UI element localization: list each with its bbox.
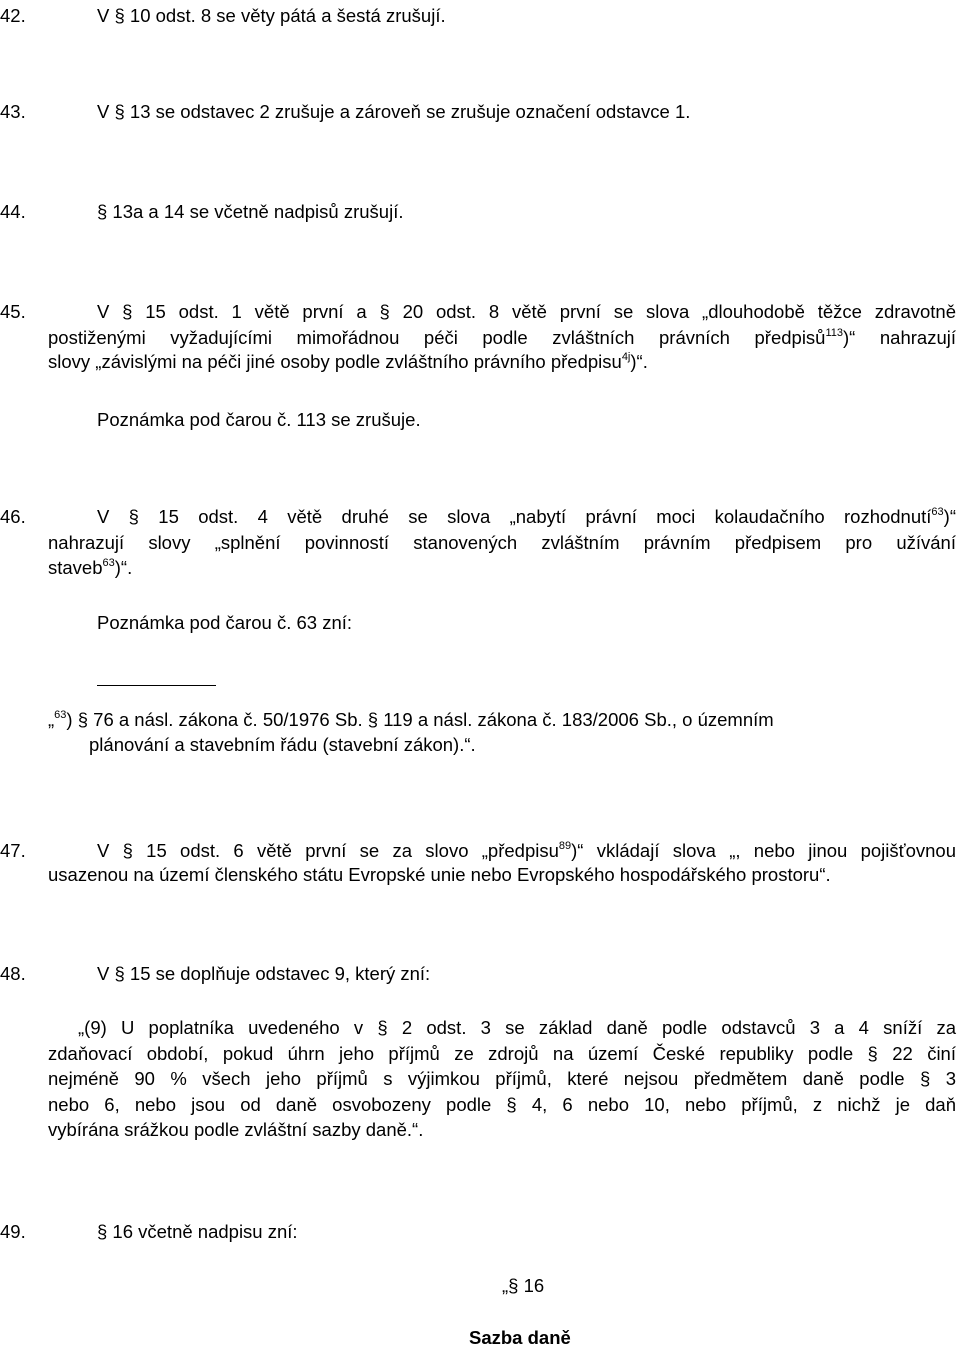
item-46-line-2: nahrazují slovy „splnění povinností stanovených zvláštním právním předpisem pro užívání	[48, 532, 956, 553]
footnote-ref: 89	[558, 840, 572, 852]
footnote-ref: 63	[931, 506, 944, 518]
quote-line-3: nejméně 90 % všech jeho příjmů s výjimkou příjmů, které nejsou předmětem daně podle § 3	[48, 1068, 956, 1089]
item-45-line-1: V § 15 odst. 1 větě první a § 20 odst. 8 větě první se slova „dlouhodobě těžce zdravotně	[97, 301, 956, 322]
item-45-note: Poznámka pod čarou č. 113 se zrušuje.	[97, 409, 421, 430]
item-text-43: V § 13 se odstavec 2 zrušuje a zároveň se zrušuje označení odstavce 1.	[97, 101, 691, 122]
item-47-line-1: V § 15 odst. 6 větě první se za slovo „předpisu$^{89}$)“ vkládají slova „, nebo jinou pojišťovnou	[97, 840, 956, 861]
section-title: Sazba daně	[469, 1327, 571, 1348]
item-45-line-3: slovy „závislými na péči jiné osoby podle zvláštního právního předpisu$^{4j}$)“.	[48, 351, 648, 372]
item-text-44: § 13a a 14 se včetně nadpisů zrušují.	[97, 201, 404, 222]
item-46-line-3: staveb$^{63}$)“.	[48, 557, 133, 578]
footnote-ref: 63	[102, 557, 115, 569]
item-text-48: V § 15 se doplňuje odstavec 9, který zní:	[97, 963, 431, 984]
item-number-47: 47.	[0, 840, 26, 861]
item-number-42: 42.	[0, 5, 26, 26]
footnote-ref: 113	[825, 327, 844, 339]
item-text-49: § 16 včetně nadpisu zní:	[97, 1221, 298, 1242]
item-number-45: 45.	[0, 301, 26, 322]
quote-line-4: nebo 6, nebo jsou od daně osvobozeny podle § 4, 6 nebo 10, nebo příjmů, z nichž je daň	[48, 1094, 956, 1115]
item-number-46: 46.	[0, 506, 26, 527]
item-46-note: Poznámka pod čarou č. 63 zní:	[97, 612, 353, 633]
quote-line-1: „(9) U poplatníka uvedeného v § 2 odst. 3 se základ daně podle odstavců 3 a 4 sníží za	[78, 1017, 956, 1038]
footnote-63-line-1: „$^{63}$) § 76 a násl. zákona č. 50/1976 Sb. § 119 a násl. zákona č. 183/2006 Sb., o územním	[48, 709, 774, 730]
item-text-42: V § 10 odst. 8 se věty pátá a šestá zrušují.	[97, 5, 446, 26]
item-47-line-2: usazenou na území členského státu Evropské unie nebo Evropského hospodářského prostoru“.	[48, 864, 831, 885]
footnote-63-line-2: plánování a stavebním řádu (stavební zákon).“.	[89, 734, 476, 755]
item-46-line-1: V § 15 odst. 4 větě druhé se slova „nabytí právní moci kolaudačního rozhodnutí$^{63}$)“	[97, 506, 956, 527]
section-heading: „§ 16	[502, 1275, 545, 1296]
quote-line-2: zdaňovací období, pokud úhrn jeho příjmů ze zdrojů na území České republiky podle § 22 činí	[48, 1043, 956, 1064]
item-number-44: 44.	[0, 201, 26, 222]
footnote-ref: 4j	[621, 351, 631, 363]
footnote-separator	[97, 685, 216, 686]
item-number-49: 49.	[0, 1221, 26, 1242]
item-45-line-2: postiženými vyžadujícími mimořádnou péči podle zvláštních právních předpisů$^{113}$)“ nahrazují	[48, 327, 956, 348]
item-number-48: 48.	[0, 963, 26, 984]
quote-line-5: vybírána srážkou podle zvláštní sazby daně.“.	[48, 1119, 424, 1140]
item-number-43: 43.	[0, 101, 26, 122]
